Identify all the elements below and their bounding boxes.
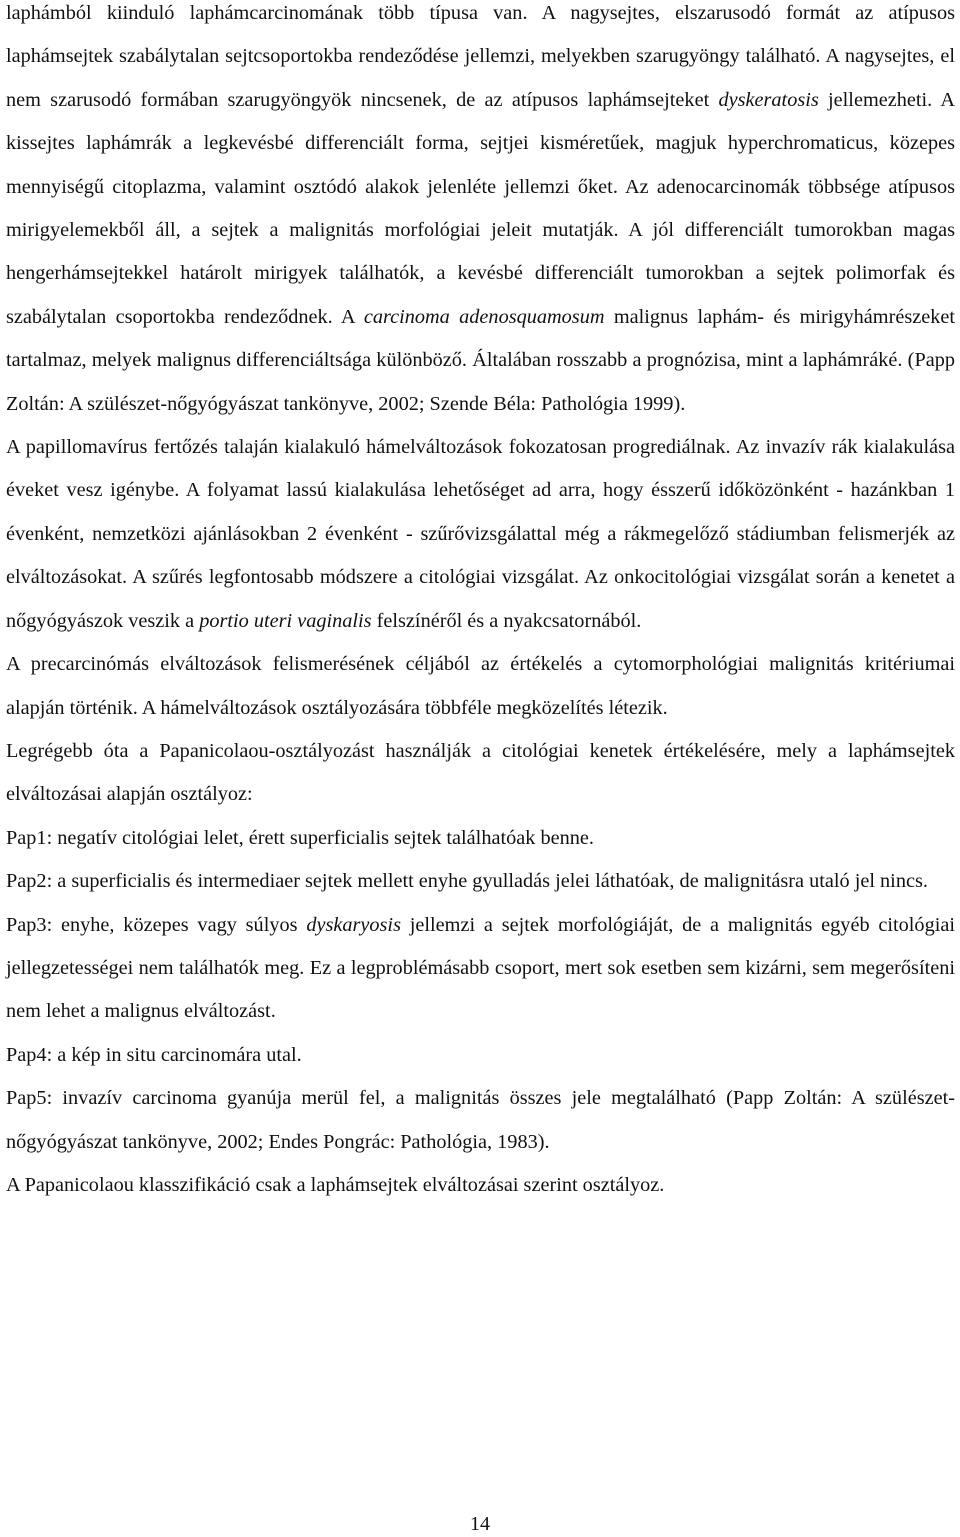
text-run: Pap4: a kép in situ carcinomára utal. <box>6 1043 302 1066</box>
paragraph-papilloma-screening <box>6 426 955 643</box>
paragraph-pap3 <box>6 904 955 1034</box>
page-number: 14 <box>470 1513 490 1535</box>
text-run: Pap5: invazív carcinoma gyanúja merül fel, a malignitás összes jele megtalálható (Papp Zoltán: A szülészet-nőgyógyászat tankönyve, 2002; Endes Pongrác: Pathológia, 1983). <box>6 1087 955 1153</box>
paragraph-pap4 <box>6 1034 955 1077</box>
paragraph-classification-note <box>6 1164 955 1207</box>
text-run: A precarcinómás elváltozások felismerésének céljából az értékelés a cytomorphológiai malignitás kritériumai alapján történik. A hámelváltozások osztályozására többféle megközelítés létezik. <box>6 653 955 719</box>
paragraph-precarcinoma-evaluation <box>6 643 955 730</box>
paragraph-carcinoma-types <box>6 0 955 426</box>
text-run: jellemzi a sejtek morfológiáját, de a malignitás egyéb citológiai jellegzetességei nem találhatók meg. Ez a legproblémásabb csoport, mert sok esetben sem kizárni, sem megerősíteni nem lehet a malignus elváltozást. <box>6 913 955 1023</box>
paragraph-pap2 <box>6 860 955 903</box>
text-run: felszínéről és a nyakcsatornából. <box>371 609 642 632</box>
italic-term: dyskaryosis <box>306 913 401 936</box>
document-body <box>6 0 955 1207</box>
text-run: jellemezheti. A kissejtes laphámrák a legkevésbé differenciált forma, sejtjei kisméretűek, magjuk hyperchromaticus, közepes mennyiségű citoplazma, valamint osztódó alakok jelenléte jellemzi őket. Az adenocarcinomák többsége atípusos mirigyelemekből áll, a sejtek a malignitás morfológiai jeleit mutatják. A jól differenciált tumorokban magas hengerhámsejtekkel határolt mirigyek találhatók, a kevésbé differenciált tumorokban a sejtek polimorfak és szabálytalan csoportokba rendeződnek. A <box>6 88 955 328</box>
paragraph-pap5 <box>6 1077 955 1164</box>
text-run: A Papanicolaou klasszifikáció csak a laphámsejtek elváltozásai szerint osztályoz. <box>6 1173 665 1196</box>
text-run: Pap3: enyhe, közepes vagy súlyos <box>6 913 307 936</box>
text-run: Pap2: a superficialis és intermediaer sejtek mellett enyhe gyulladás jelei láthatóak, de malignitásra utaló jel nincs. <box>6 870 928 893</box>
text-run: Pap1: negatív citológiai lelet, érett superficialis sejtek találhatóak benne. <box>6 826 594 849</box>
text-run: Legrégebb óta a Papanicolaou-osztályozást használják a citológiai kenetek értékelésére, mely a laphámsejtek elváltozásai alapján osztályoz: <box>6 739 955 806</box>
italic-term: portio uteri vaginalis <box>199 609 372 632</box>
text-run: malignus laphám- és mirigyhámrészeket tartalmaz, melyek malignus differenciáltsága különböző. Általában rosszabb a prognózisa, mint a laphámráké. (Papp Zoltán: A szülészet-nőgyógyászat tankönyve, 2002; Szende Béla: Pathológia 1999). <box>6 305 955 415</box>
text-run: A papillomavírus fertőzés talaján kialakuló hámelváltozások fokozatosan progrediálnak. Az invazív rák kialakulása éveket vesz igénybe. A folyamat lassú kialakulása lehetőséget ad arra, hogy ésszerű időközönként - hazánkban 1 évenként, nemzetközi ajánlásokban 2 évenként - szűrővizsgálattal még a rákmegelőző stádiumban felismerjék az elváltozásokat. A szűrés legfontosabb módszere a citológiai vizsgálat. Az onkocitológiai vizsgálat során a kenetet a nőgyógyászok veszik a <box>6 436 955 632</box>
italic-term: dyskeratosis <box>718 88 819 111</box>
text-run: laphámból kiinduló laphámcarcinomának több típusa van. A nagysejtes, elszarusodó formát az atípusos laphámsejtek szabálytalan sejtcsoportokba rendeződése jellemzi, melyekben szarugyöngy található. A nagysejtes, el nem szarusodó formában szarugyöngyök nincsenek, de az atípusos laphámsejteket <box>6 2 955 111</box>
paragraph-pap1 <box>6 817 955 860</box>
paragraph-papanicolaou-intro <box>6 730 955 817</box>
italic-term: carcinoma adenosquamosum <box>363 305 605 328</box>
